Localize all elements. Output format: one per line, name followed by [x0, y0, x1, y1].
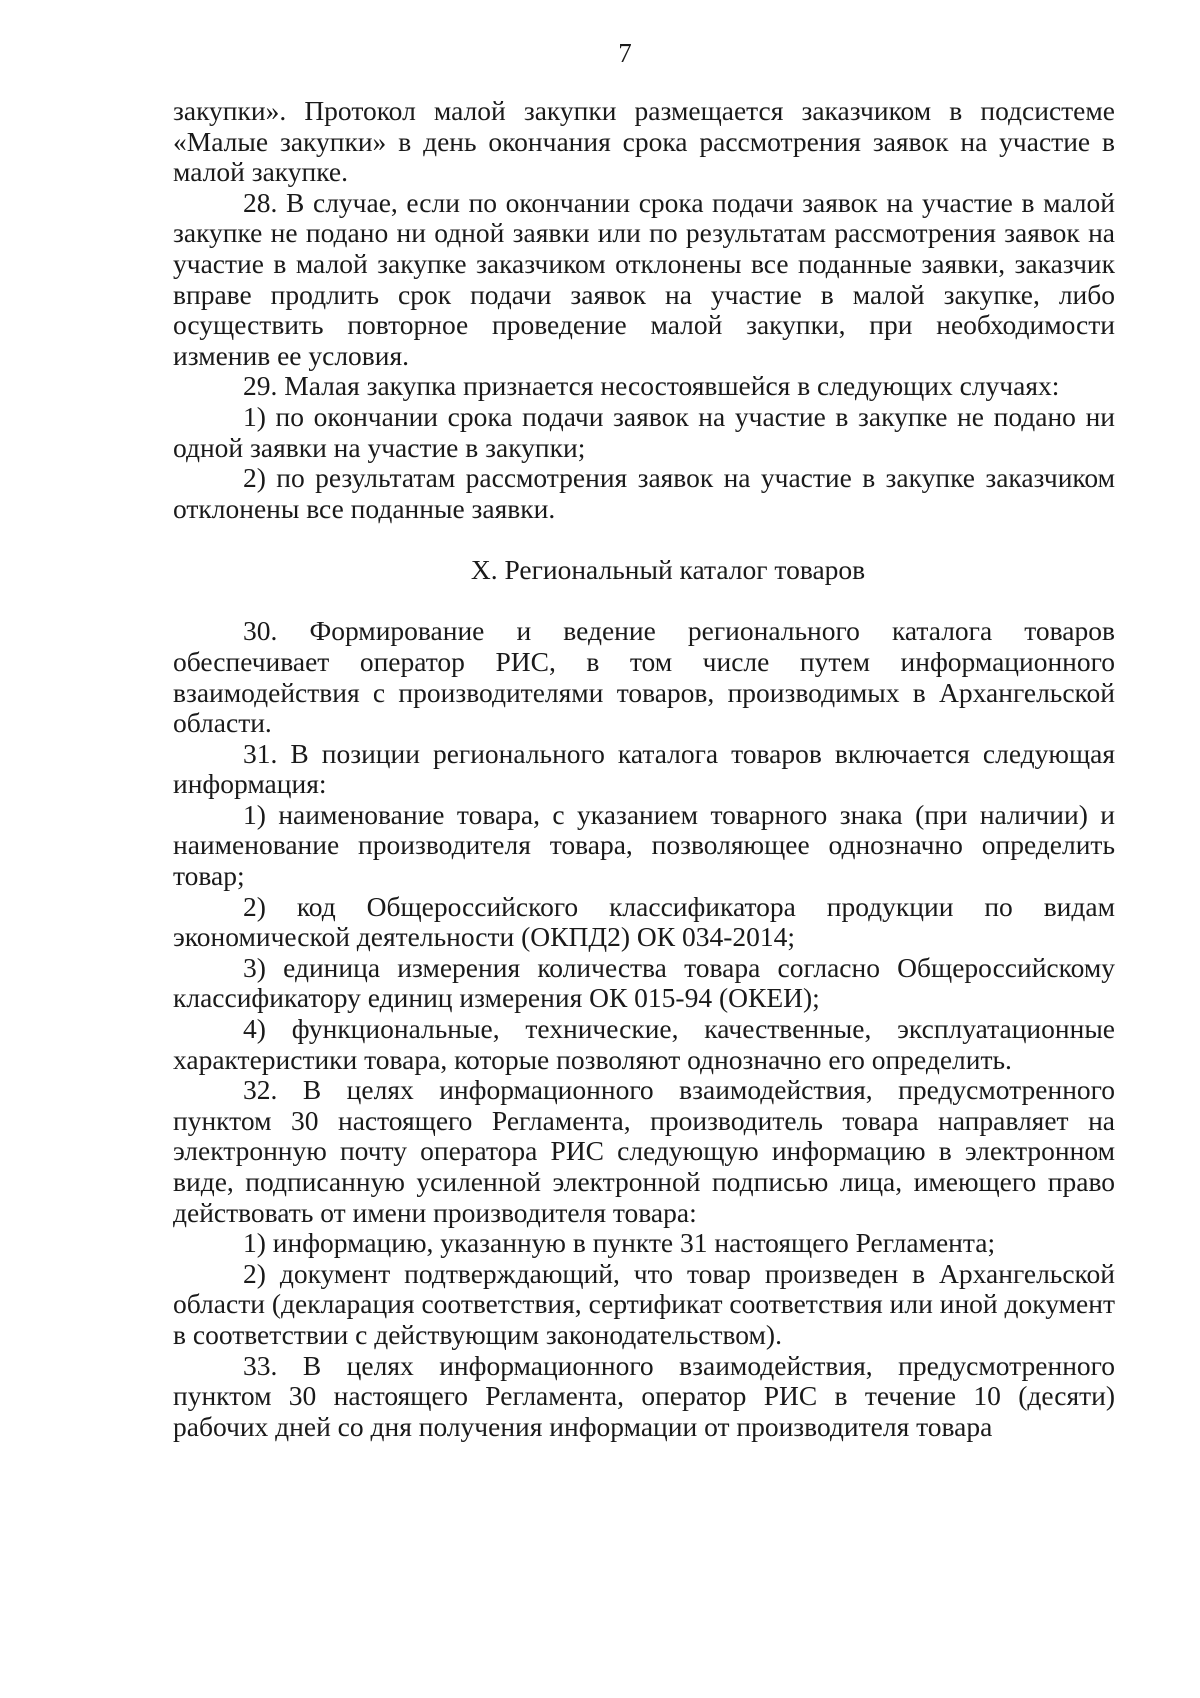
paragraph: 3) единица измерения количества товара согласно Общероссийскому классификатору единиц измерения ОК 015-94 (ОКЕИ);	[173, 951, 1115, 1014]
paragraph: 29. Малая закупка признается несостоявшейся в следующих случаях:	[243, 370, 1060, 402]
paragraph: 28. В случае, если по окончании срока подачи заявок на участие в малой закупке не подано ни одной заявки или по результатам рассмотрения заявок на участие в малой закупке заказчиком отклонены все поданные заявки, заказчик вправе продлить срок подачи заявок на участие в малой закупке, либо осуществить повторное проведение малой закупки, при необходимости изменив ее условия.	[173, 186, 1115, 371]
paragraph: 2) документ подтверждающий, что товар произведен в Архангельской области (декларация соответствия, сертификат соответствия или иной документ в соответствии с действующим законодательством).	[173, 1257, 1115, 1350]
paragraph: 1) по окончании срока подачи заявок на участие в закупке не подано ни одной заявки на участие в закупки;	[173, 400, 1115, 463]
paragraph: 32. В целях информационного взаимодействия, предусмотренного пунктом 30 настоящего Регламента, производитель товара направляет на электронную почту оператора РИС следующую информацию в электронном виде, подписанную усиленной электронной подписью лица, имеющего право действовать от имени производителя товара:	[173, 1074, 1115, 1228]
paragraph: 1) информацию, указанную в пункте 31 настоящего Регламента;	[243, 1227, 996, 1259]
paragraph: 4) функциональные, технические, качественные, эксплуатационные характеристики товара, которые позволяют однозначно его определить.	[173, 1013, 1115, 1075]
document-body	[173, 96, 1115, 1442]
paragraph: 2) по результатам рассмотрения заявок на участие в закупке заказчиком отклонены все поданные заявки.	[173, 462, 1115, 524]
paragraph: 1) наименование товара, с указанием товарного знака (при наличии) и наименование производителя товара, позволяющее однозначно определить товар;	[173, 798, 1115, 892]
section-title: X. Региональный каталог товаров	[470, 554, 866, 586]
paragraphs-bottom	[173, 616, 1115, 1442]
paragraph: 33. В целях информационного взаимодействия, предусмотренного пунктом 30 настоящего Регламента, оператор РИС в течение 10 (десяти) рабочих дней со дня получения информации от производителя товара	[173, 1349, 1115, 1442]
page-number: 7	[618, 38, 632, 68]
paragraph: закупки». Протокол малой закупки размещается заказчиком в подсистеме «Малые закупки» в день окончания срока рассмотрения заявок на участие в малой закупке.	[173, 95, 1115, 188]
paragraphs-top	[173, 96, 1115, 524]
paragraph: 31. В позиции регионального каталога товаров включается следующая информация:	[173, 737, 1115, 800]
paragraph: 30. Формирование и ведение регионального каталога товаров обеспечивает оператор РИС, в том числе путем информационного взаимодействия с производителями товаров, производимых в Архангельской области.	[173, 615, 1115, 739]
paragraph: 2) код Общероссийского классификатора продукции по видам экономической деятельности (ОКПД2) ОК 034-2014;	[173, 890, 1115, 953]
